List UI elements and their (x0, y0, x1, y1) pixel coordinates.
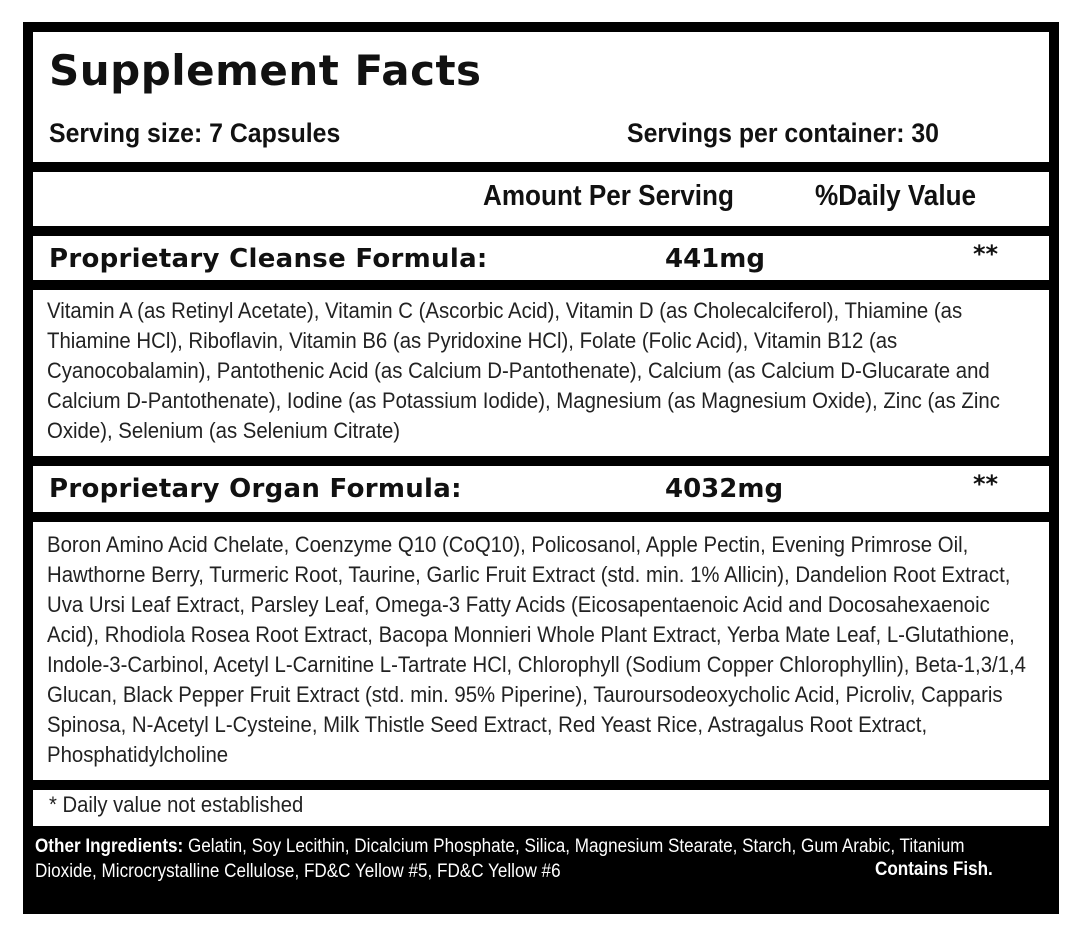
formula-name: Proprietary Cleanse Formula: (49, 244, 488, 274)
formula-name: Proprietary Organ Formula: (49, 474, 462, 504)
formula-daily-value: ** (973, 240, 999, 268)
formula-amount: 4032mg (665, 474, 784, 504)
daily-value-header: %Daily Value (815, 180, 977, 212)
ingredient-list: Boron Amino Acid Chelate, Coenzyme Q10 (CoQ10), Policosanol, Apple Pectin, Evening Primrose Oil, Hawthorne Berry, Turmeric Root, Taurine, Garlic Fruit Extract (std. min. 1% Allicin), Dandelion Root Extract, Uva Ursi Leaf Extract, Parsley Leaf, Omega-3 Fatty Acids (Eicosapentaenoic Acid and Docosahexaenoic Acid), Rhodiola Rosea Root Extract, Bacopa Monnieri Whole Plant Extract, Yerba Mate Leaf, L-Glutathione, Indole-3-Carbinol, Acetyl L-Carnitine L-Tartrate HCl, Chlorophyll (Sodium Copper Chlorophyllin), Beta-1,3/1,4 Glucan, Black Pepper Fruit Extract (std. min. 95% Piperine), Tauroursodeoxycholic Acid, Picroliv, Capparis Spinosa, N-Acetyl L-Cysteine, Milk Thistle Seed Extract, Red Yeast Rice, Astragalus Root Extract, Phosphatidylcholine (47, 532, 1026, 767)
amount-per-serving-header: Amount Per Serving (483, 180, 734, 212)
organ-formula-row (33, 466, 1049, 512)
servings-per-container: Servings per container: 30 (627, 118, 939, 148)
footnote-row (33, 790, 1049, 826)
serving-size: Serving size: 7 Capsules (49, 118, 341, 148)
supplement-facts-label (23, 22, 1059, 914)
organ-ingredients-box (33, 522, 1049, 780)
other-ingredients-text: Gelatin, Soy Lecithin, Dicalcium Phosphate, Silica, Magnesium Stearate, Starch, Gum Arabic, Titanium Dioxide, Microcrystalline Cellulose, FD&C Yellow #5, FD&C Yellow #6 (35, 836, 965, 882)
allergen-statement: Contains Fish. (875, 859, 993, 880)
daily-value-footnote: * Daily value not established (49, 792, 304, 817)
formula-amount: 441mg (665, 244, 765, 274)
cleanse-ingredients-box (33, 290, 1049, 456)
ingredient-list: Vitamin A (as Retinyl Acetate), Vitamin C (Ascorbic Acid), Vitamin D (as Cholecalciferol), Thiamine (as Thiamine HCl), Riboflavin, Vitamin B6 (as Pyridoxine HCl), Folate (Folic Acid), Vitamin B12 (as Cyanocobalamin), Pantothenic Acid (as Calcium D-Pantothenate), Calcium (as Calcium D-Glucarate and Calcium D-Pantothenate), Iodine (as Potassium Iodide), Magnesium (as Magnesium Oxide), Zinc (as Zinc Oxide), Selenium (as Selenium Citrate) (47, 298, 1000, 443)
column-header-row (33, 172, 1049, 226)
other-ingredients-label: Other Ingredients: (35, 836, 184, 857)
formula-daily-value: ** (973, 470, 999, 498)
cleanse-formula-row (33, 236, 1049, 280)
label-title: Supplement Facts (49, 46, 482, 95)
title-section (33, 32, 1049, 162)
